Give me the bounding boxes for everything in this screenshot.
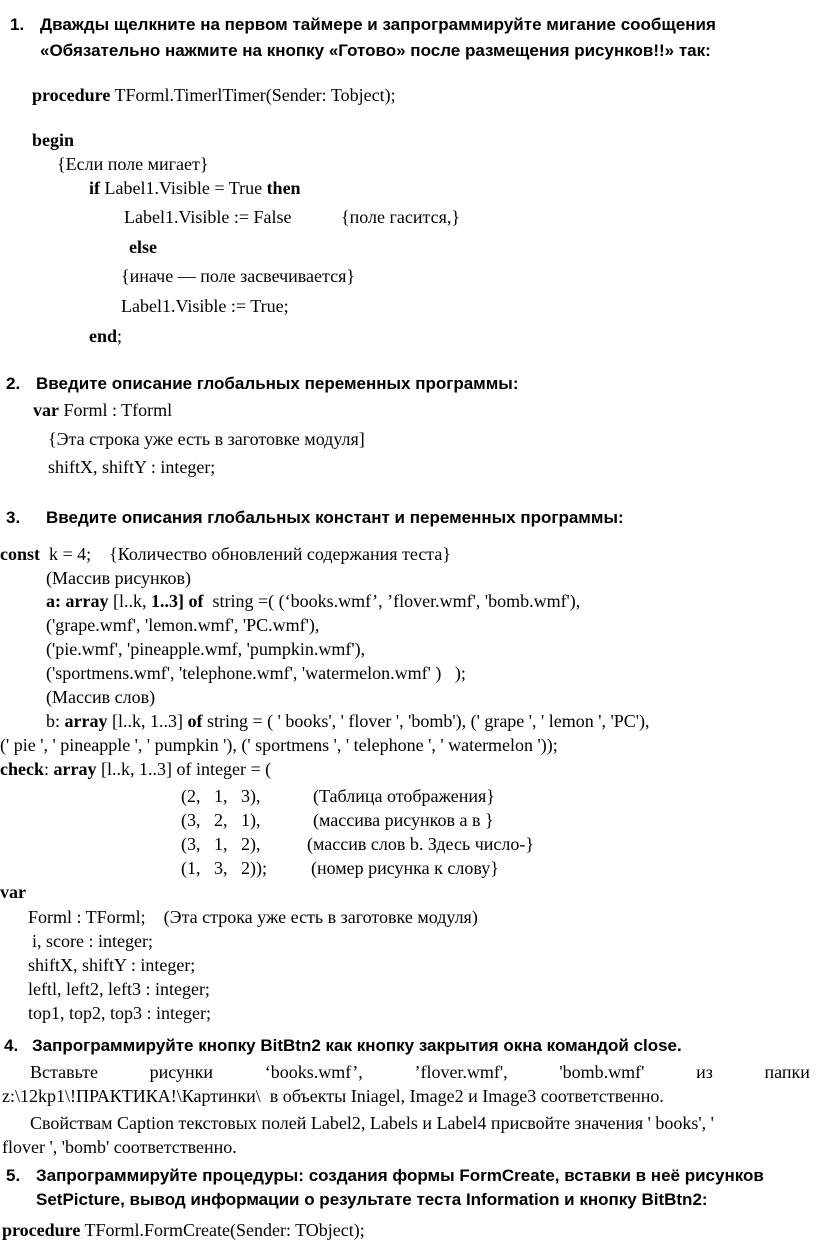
array-a-declaration xyxy=(46,590,580,612)
array-b-row1: string = ( ' books', ' flover ', 'bomb'), (' grape ', ' lemon ', 'PC'), xyxy=(202,711,650,731)
section-5-number: 5. xyxy=(6,1166,21,1185)
caption-paragraph-line2: flover ', 'bomb' соответственно. xyxy=(2,1137,237,1157)
keyword-b-of: of xyxy=(187,711,203,731)
statement-show-label: Label1.Visible := True; xyxy=(121,296,289,316)
section-2-number: 2. xyxy=(6,374,21,393)
shift-declaration: shiftX, shiftY : integer; xyxy=(48,457,216,477)
word-2: рисунки xyxy=(149,1062,214,1082)
word-6: из xyxy=(696,1062,713,1082)
var-top: top1, top2, top3 : integer; xyxy=(28,1003,211,1023)
insert-pictures-line1 xyxy=(30,1061,810,1083)
section-3-heading: Введите описания глобальных констант и переменных программы: xyxy=(46,508,624,527)
insert-pictures-line2: z:\12kp1\!ПРАКТИКА!\Картинки\ в объекты Iniagel, Image2 и Image3 соответственно. xyxy=(2,1086,664,1106)
array-a-row3: ('pie.wmf', 'pineapple.wmf, 'pumpkin.wmf'), xyxy=(46,639,366,659)
comment-pictures-array: (Массив рисунков) xyxy=(46,568,191,588)
check-row-1: (2, 1, 3), xyxy=(181,786,261,806)
section-5-heading-line2: SetPicture, вывод информации о результате теста Information и кнопку BitBtn2: xyxy=(36,1190,708,1209)
var-shift: shiftX, shiftY : integer; xyxy=(28,955,196,975)
keyword-check: check xyxy=(0,759,44,779)
check-comment-3: (массив слов b. Здесь число-} xyxy=(307,834,534,854)
keyword-if: if xyxy=(89,178,100,198)
array-a-row2: ('grape.wmf', 'lemon.wmf', 'PC.wmf'), xyxy=(46,615,320,635)
if-condition: Label1.Visible = True xyxy=(100,178,267,198)
const-declaration xyxy=(0,543,451,565)
array-a-range: 1..3] xyxy=(150,591,184,611)
word-4: ’flover.wmf', xyxy=(414,1062,508,1082)
array-b-bounds: [l..k, 1..3] xyxy=(107,711,188,731)
comment-hidden: {поле гасится,} xyxy=(341,207,460,227)
check-row-3: (3, 1, 2), xyxy=(181,834,261,854)
array-a-row4: ('sportmens.wmf', 'telephone.wmf', 'watermelon.wmf' ) ); xyxy=(46,663,466,683)
section-4-heading: Запрограммируйте кнопку BitBtn2 как кнопку закрытия окна командой close. xyxy=(32,1036,682,1055)
var-form-declaration xyxy=(33,399,172,421)
keyword-end: end xyxy=(89,326,118,346)
section-4-number: 4. xyxy=(4,1036,19,1055)
array-a-row1: string =( (‘books.wmf’, ’flover.wmf', 'bomb.wmf'), xyxy=(203,591,581,611)
formcreate-signature: TForml.FormCreate(Sender: TObject); xyxy=(80,1220,365,1240)
word-7: папки xyxy=(764,1062,810,1082)
comment-if-blinking: {Если поле мигает} xyxy=(57,154,209,174)
statement-hide-label: Label1.Visible := False xyxy=(124,207,292,227)
word-3: ‘books.wmf’, xyxy=(264,1062,363,1082)
if-statement xyxy=(89,177,301,199)
keyword-const: const xyxy=(0,544,40,564)
var-i-score: i, score : integer; xyxy=(32,931,153,951)
comment-existing-line: {Эта строка уже есть в заготовке модуля] xyxy=(48,429,365,449)
end-statement xyxy=(89,325,122,347)
formcreate-procedure-header xyxy=(2,1219,365,1241)
check-bounds: [l..k, 1..3] of integer = ( xyxy=(96,759,272,779)
keyword-begin: begin xyxy=(32,130,75,150)
array-check-declaration xyxy=(0,758,271,780)
array-b-declaration xyxy=(46,710,650,732)
array-b-row2: (' pie ', ' pineapple ', ' pumpkin '), (' sportmens ', ' telephone ', ' watermelon ')); xyxy=(0,735,558,755)
keyword-procedure: procedure xyxy=(32,85,111,105)
var-left: leftl, left2, left3 : integer; xyxy=(28,979,210,999)
procedure-signature: TForml.TimerlTimer(Sender: Tobject); xyxy=(110,85,396,105)
const-k: k = 4; {Количество обновлений содержания теста} xyxy=(40,544,452,564)
check-comment-1: (Таблица отображения} xyxy=(313,786,495,806)
comment-words-array: (Массив слов) xyxy=(46,687,156,707)
section-5-heading-line1: Запрограммируйте процедуры: создания формы FormCreate, вставки в неё рисунков xyxy=(36,1166,764,1185)
check-row-4: (1, 3, 2)); xyxy=(181,858,267,878)
section-1-heading-line2: «Обязательно нажмите на кнопку «Готово» после размещения рисунков!!» так: xyxy=(40,41,711,60)
keyword-else: else xyxy=(129,237,157,257)
check-row-2: (3, 2, 1), xyxy=(181,810,261,830)
check-comment-4: (номер рисунка к слову} xyxy=(311,858,499,878)
keyword-check-array: array xyxy=(53,759,97,779)
array-b-name: b: xyxy=(46,711,65,731)
section-1-number: 1. xyxy=(10,15,25,34)
section-1-heading-line1: Дважды щелкните на первом таймере и запрограммируйте мигание сообщения xyxy=(40,15,716,34)
keyword-of: of xyxy=(183,591,204,611)
keyword-var-section3: var xyxy=(0,882,26,902)
check-comment-2: (массива рисунков а в } xyxy=(313,810,494,830)
timer-procedure-header xyxy=(32,84,396,106)
caption-paragraph-line1: Свойствам Caption текстовых полей Label2, Labels и Label4 присвойте значения ' books', ' xyxy=(30,1113,714,1133)
keyword-procedure-formcreate: procedure xyxy=(2,1220,81,1240)
check-colon: : xyxy=(44,759,54,779)
keyword-var: var xyxy=(33,400,59,420)
keyword-then: then xyxy=(266,178,301,198)
section-2-heading: Введите описание глобальных переменных программы: xyxy=(36,374,519,393)
word-1: Вставьте xyxy=(30,1062,98,1082)
section-3-number: 3. xyxy=(6,508,21,527)
keyword-b-array: array xyxy=(64,711,108,731)
keyword-a-array: a: array xyxy=(46,591,109,611)
end-semicolon: ; xyxy=(117,326,123,346)
var-form-line: Forml : TForml; (Эта строка уже есть в заготовке модуля) xyxy=(28,907,478,927)
form-variable: Forml : Tforml xyxy=(59,400,173,420)
array-a-bounds: [l..k, xyxy=(108,591,151,611)
comment-else-show: {иначе — поле засвечивается} xyxy=(121,266,356,286)
word-5: 'bomb.wmf' xyxy=(559,1062,645,1082)
